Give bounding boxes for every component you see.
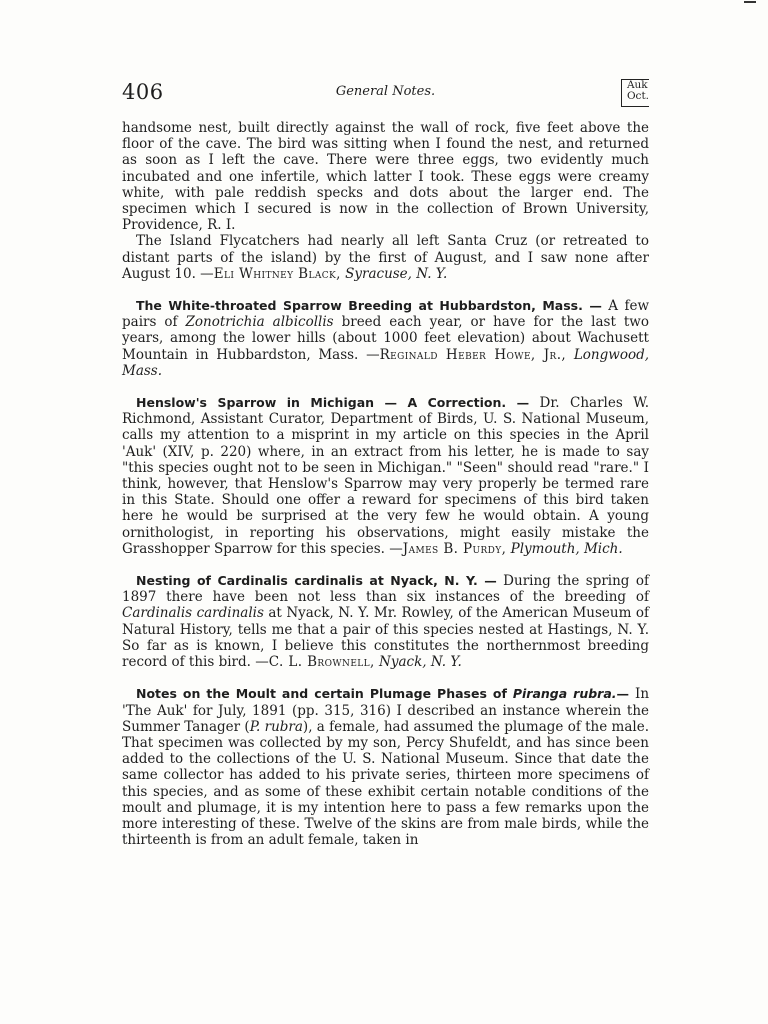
page-header	[122, 80, 649, 106]
note-text: During the spring of 1897 there have been not less than six instances of the breeding of	[122, 573, 649, 606]
species-name: Zonotrichia albicollis	[185, 314, 334, 331]
author-place: Syracuse, N. Y.	[345, 265, 448, 282]
page-number: 406	[122, 80, 164, 104]
corner-mark	[744, 1, 756, 3]
continued-paragraph	[122, 120, 649, 233]
note-henslows-sparrow	[122, 395, 649, 557]
note-white-throated-sparrow	[122, 298, 649, 379]
title-species: Piranga rubra.	[512, 686, 617, 702]
note-text: at Nyack, N. Y. Mr. Rowley, of the American Museum of Natural History, tells me that a pair of this species nested at Hastings, N. Y. So far as is known, I believe this constitutes the northernmost breeding record of this bird. —	[122, 605, 649, 671]
note-text: A few pairs of	[122, 298, 649, 331]
note-text: In 'The Auk' for July, 1891 (pp. 315, 316) I described an instance wherein the Summer Tanager (	[122, 686, 650, 735]
species-name: Cardinalis cardinalis	[122, 605, 264, 622]
author-place: Plymouth, Mich.	[510, 540, 623, 557]
note-text: breed each year, or have for the last two years, among the lower hills (about 1000 feet elevation) about Wachusett Mountain in Hubbardston, Mass. —	[122, 314, 649, 363]
author-place: Longwood, Mass.	[122, 346, 650, 379]
issue-bracket	[621, 79, 649, 107]
issue-month: Oct.	[626, 90, 649, 102]
article-body	[122, 120, 649, 848]
note-cardinalis-nyack	[122, 573, 649, 670]
note-piranga-rubra	[122, 686, 649, 848]
running-title: General Notes.	[335, 84, 436, 99]
paragraph	[122, 233, 649, 282]
journal-name: Auk	[626, 79, 648, 91]
author-name: Reginald Heber Howe, Jr.,	[379, 346, 567, 363]
note-title: Henslow's Sparrow in Michigan — A Correction. —	[136, 395, 530, 411]
note-text: Dr. Charles W. Richmond, Assistant Curator, Department of Birds, U. S. National Museum, calls my attention to a misprint in my article on this species in the April 'Auk' (XIV, p. 220) where, in an extract from his letter, he is made to say "this species ought not to be seen in Michigan." "Seen" should read "rare." I think, however, that Henslow's Sparrow may very properly be termed rare in this State. Should one offer a reward for specimens of this bird taken here he would be surprised at the very few he would obtain. A young ornithologist, in reporting his observations, might easily mistake the Grasshopper Sparrow for this species. —	[122, 395, 649, 557]
note-title: The White-throated Sparrow Breeding at Hubbardston, Mass. —	[136, 298, 602, 314]
author-place: Nyack, N. Y.	[379, 654, 462, 671]
paragraph-text: The Island Flycatchers had nearly all left Santa Cruz (or retreated to distant parts of the island) by the first of August, and I saw none after August 10. —	[122, 233, 649, 282]
author-name: Eli Whitney Black,	[213, 265, 341, 282]
note-title: Notes on the Moult and certain Plumage Phases of	[136, 686, 507, 702]
note-text: ), a female, had assumed the plumage of the male. That specimen was collected by my son, Percy Shufeldt, and has since been added to the collections of the U. S. National Museum. Since that date the same collector has added to his private series, thirteen more specimens of this species, and as some of these exhibit certain notable conditions of the moult and plumage, it is my intention here to pass a few remarks upon the more interesting of these. Twelve of the skins are from male birds, while the thirteenth is from an adult female, taken in	[122, 718, 649, 849]
note-title: Nesting of Cardinalis cardinalis at Nyack, N. Y. —	[136, 573, 497, 589]
author-name: James B. Purdy,	[402, 540, 507, 557]
paragraph-text: handsome nest, built directly against the wall of rock, five feet above the floor of the cave. The bird was sitting when I found the nest, and returned as soon as I left the cave. There were three eggs, two evidently much incubated and one infertile, which latter I took. These eggs were creamy white, with pale reddish specks and dots about the larger end. The specimen which I secured is now in the collection of Brown University, Providence, R. I.	[122, 120, 649, 234]
author-name: C. L. Brownell,	[268, 654, 375, 671]
note-title-dash: —	[616, 686, 630, 702]
species-name: P. rubra	[249, 718, 303, 735]
